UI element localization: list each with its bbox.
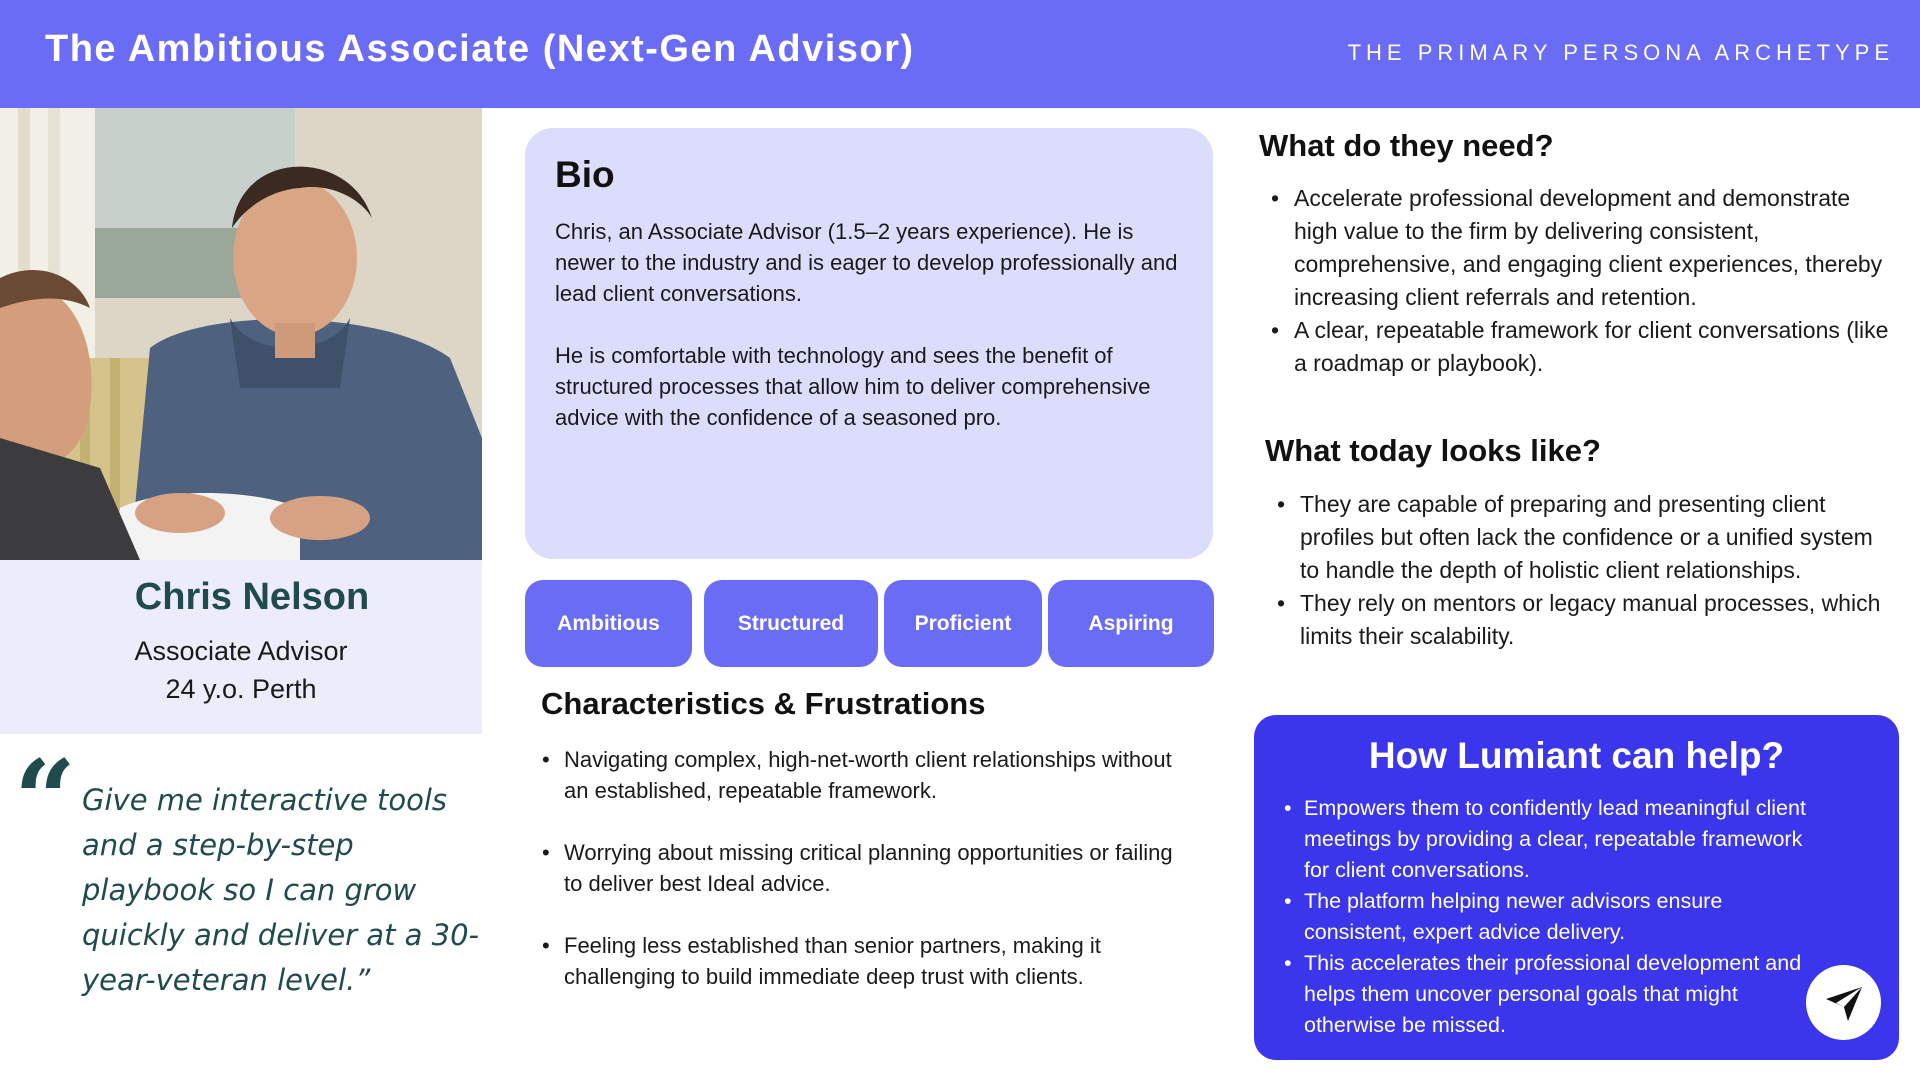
list-item: • The platform helping newer advisors ensure consistent, expert advice delivery. xyxy=(1304,886,1824,948)
help-list xyxy=(1304,793,1824,1041)
list-item: • They rely on mentors or legacy manual processes, which limits their scalability. xyxy=(1300,587,1890,653)
help-title: How Lumiant can help? xyxy=(1368,735,1785,776)
tag-structured: Structured xyxy=(704,580,878,667)
persona-age-location: 24 y.o. Perth xyxy=(165,674,317,704)
persona-name: Chris Nelson xyxy=(134,576,370,618)
list-item: • This accelerates their professional development and helps them uncover personal goals that might otherwise be missed. xyxy=(1304,948,1824,1041)
header-bar xyxy=(0,0,1920,108)
persona-photo xyxy=(0,108,482,560)
characteristics-title: Characteristics & Frustrations xyxy=(541,686,986,721)
today-list xyxy=(1300,488,1890,653)
bio-card xyxy=(525,128,1213,559)
list-item: • They are capable of preparing and presenting client profiles but often lack the confidence or a unified system to handle the depth of holistic client relationships. xyxy=(1300,488,1890,587)
persona-name-card xyxy=(0,560,482,734)
persona-role: Associate Advisor xyxy=(134,636,348,666)
needs-list xyxy=(1294,182,1894,380)
bio-text xyxy=(555,216,1180,433)
page-subtitle: THE PRIMARY PERSONA ARCHETYPE xyxy=(1347,40,1894,65)
list-item: • A clear, repeatable framework for client conversations (like a roadmap or playbook). xyxy=(1294,314,1894,380)
bio-paragraph: He is comfortable with technology and sees the benefit of structured processes that allow him to deliver comprehensive advice with the confidence of a seasoned pro. xyxy=(555,343,1151,430)
tag-proficient: Proficient xyxy=(884,580,1042,667)
list-item: • Worrying about missing critical planning opportunities or failing to deliver best Ideal advice. xyxy=(564,837,1184,899)
list-item: • Navigating complex, high-net-worth client relationships without an established, repeatable framework. xyxy=(564,744,1184,806)
list-item: • Feeling less established than senior partners, making it challenging to build immediate deep trust with clients. xyxy=(564,930,1184,992)
tag-ambitious: Ambitious xyxy=(525,580,692,667)
bio-paragraph: Chris, an Associate Advisor (1.5–2 years experience). He is newer to the industry and is eager to develop professionally and lead client conversations. xyxy=(555,219,1178,306)
bio-title: Bio xyxy=(555,154,615,195)
lumiant-logo-icon xyxy=(1806,965,1881,1040)
today-title: What today looks like? xyxy=(1265,433,1601,468)
persona-quote: Give me interactive tools and a step-by-step playbook so I can grow quickly and deliver at a 30-year-veteran level.” xyxy=(82,783,480,997)
page-title: The Ambitious Associate (Next-Gen Advisor) xyxy=(45,28,915,70)
list-item: • Empowers them to confidently lead meaningful client meetings by providing a clear, repeatable framework for client conversations. xyxy=(1304,793,1824,886)
tag-aspiring: Aspiring xyxy=(1048,580,1214,667)
quote-mark-icon: “ xyxy=(14,737,77,863)
needs-title: What do they need? xyxy=(1259,128,1554,163)
list-item: • Accelerate professional development and demonstrate high value to the firm by delivering consistent, comprehensive, and engaging client experiences, thereby increasing client referrals and retention. xyxy=(1294,182,1894,314)
help-card xyxy=(1254,715,1899,1060)
characteristics-list xyxy=(564,744,1184,1023)
